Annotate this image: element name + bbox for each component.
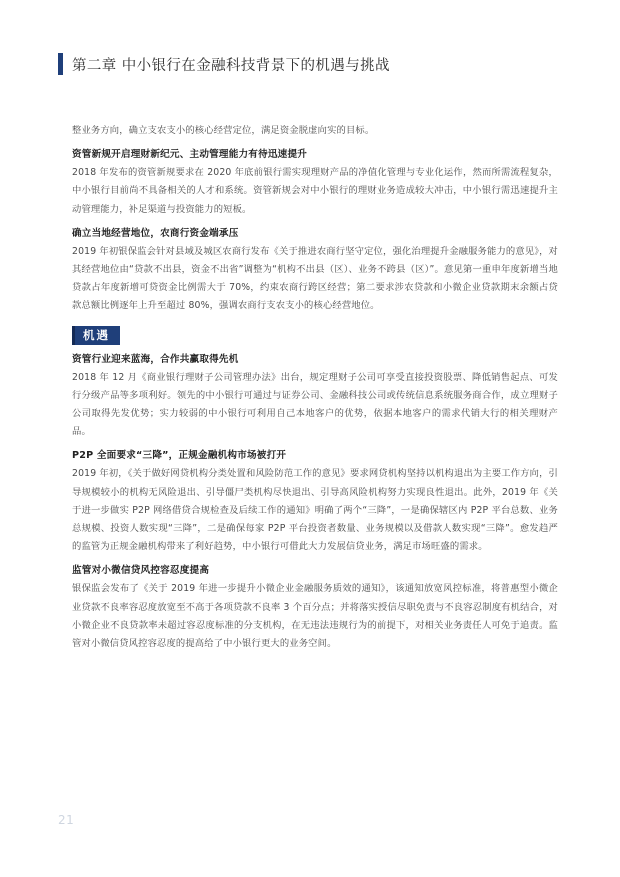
opportunity-body-microfinance: 银保监会发布了《关于 2019 年进一步提升小微企业金融服务质效的通知》，该通知放宽风控标准，将普惠型小微企业贷款不良率容忍度放宽至不高于各项贷款不良率 3 个百分点；并将落实授信尽职免责与不良容忍制度有机结合，对小微企业不良贷款率未超过容忍度标准的分支机构，在无违法违规行为的前提下，对相关业务责任人可免于追责。监管对小微信贷风控容忍度的提高给了中小银行更大的业务空间。 — [72, 583, 558, 650]
section-body-asset-management: 2018 年发布的资管新规要求在 2020 年底前银行需实现理财产品的净值化管理与专业化运作，然而所需流程复杂，中小银行目前尚不具备相关的人才和系统。资管新规会对中小银行的理财业务造成较大冲击，中小银行需迅速提升主动管理能力，补足渠道与投资能力的短板。 — [72, 167, 558, 215]
opportunity-heading-wealth: 资管行业迎来蓝海，合作共赢取得先机 — [72, 353, 239, 365]
header-accent-bar — [58, 53, 63, 75]
section-heading-rural-banks: 确立当地经营地位，农商行资金端承压 — [72, 227, 239, 239]
chapter-title: 第二章 中小银行在金融科技背景下的机遇与挑战 — [72, 57, 390, 74]
section-body-rural-banks: 2019 年初银保监会针对县域及城区农商行发布《关于推进农商行坚守定位，强化治理提升金融服务能力的意见》，对其经营地位由“贷款不出县，资金不出省”调整为“机构不出县（区）、业务不跨县（区）”。意见第一重申年度新增当地贷款占年度新增可贷资金比例需大于 70%，约束农商行跨区经营；第二要求涉农贷款和小微企业贷款期末余额占贷款总额比例逐年上升至超过 80%，强调农商行支农支小的核心经营地位。 — [72, 245, 558, 312]
opportunity-body-wealth: 2018 年 12 月《商业银行理财子公司管理办法》出台，规定理财子公司可享受直接投资股票、降低销售起点、可发行分级产品等多项利好。领先的中小银行可通过与证券公司、金融科技公司或传统信息系统服务商合作，成立理财子公司取得先发优势；实力较弱的中小银行可利用自己本地客户的优势，依据本地客户的需求代销大行的相关理财产品。 — [72, 371, 558, 438]
page-content — [72, 122, 558, 653]
opportunity-heading-p2p: P2P 全面要求“三降”，正规金融机构市场被打开 — [72, 450, 287, 462]
opportunity-heading-microfinance: 监管对小微信贷风控容忍度提高 — [72, 565, 210, 577]
intro-paragraph: 整业务方向，确立支农支小的核心经营定位，满足资金脱虚向实的目标。 — [72, 125, 375, 136]
section-heading-asset-management: 资管新规开启理财新纪元、主动管理能力有待迅速提升 — [72, 149, 308, 161]
opportunity-label: 机遇 — [72, 326, 120, 345]
chapter-header — [58, 52, 390, 76]
opportunity-body-p2p: 2019 年初，《关于做好网贷机构分类处置和风险防范工作的意见》要求网贷机构坚持以机构退出为主要工作方向，引导规模较小的机构无风险退出、引导僵尸类机构尽快退出、引导高风险机构努力实现良性退出。此外，2019 年《关于进一步做实 P2P 网络借贷合规检查及后续工作的通知》明确了两个“三降”，一是确保辖区内 P2P 平台总数、业务总规模、投资人数实现“三降”，二是确保每家 P2P 平台投资者数量、业务规模以及借款人数实现“三降”。愈发趋严的监管为正规金融机构带来了利好趋势，中小银行可借此大力发展信贷业务，满足市场旺盛的需求。 — [72, 468, 558, 553]
page-number: 21 — [58, 813, 75, 827]
